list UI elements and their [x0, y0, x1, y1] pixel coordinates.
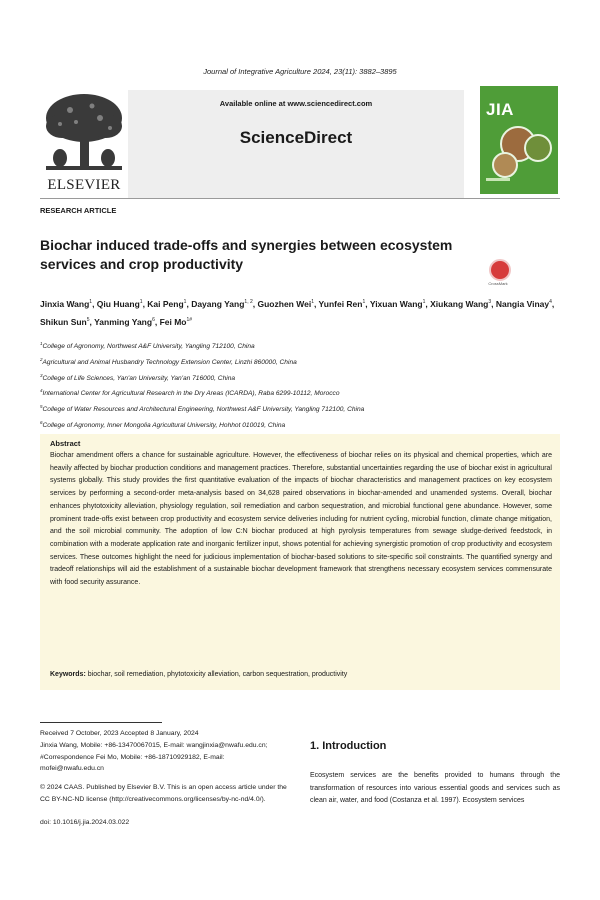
- author-name: Jinxia Wang: [40, 298, 90, 309]
- author-list: Jinxia Wang$^1$, Qiu Huang$^1$, Kai Peng$^1$, Dayang Yang$^{1, 2}$, Guozhen Wei$^1$, Yunfei Ren$^1$, Yixuan Wang$^1$, Xiukang Wang$^3$, Nangia Vinay$^4$, Shikun Sun$^5$, Yanming Yang$^6$, Fei $Mo^{1\#}$: [40, 298, 555, 327]
- received-dates: Received 7 October, 2023 Accepted 8 January, 2024: [40, 730, 199, 737]
- affiliation-text: College of Water Resources and Architectural Engineering, Northwest A&F University, Yangling 712100, China: [42, 406, 365, 414]
- author-affiliation-mark: 1: [139, 299, 143, 305]
- elsevier-logo: [40, 88, 128, 194]
- author-affiliation-mark: 1, 2: [244, 299, 253, 305]
- abstract-text: Biochar amendment offers a chance for sustainable agriculture. However, the effectiveness of biochar relies on its physical and chemical properties, which are heavily affected by biochar production conditions and management practices. Therefore, substantial uncertainties regarding the use of biochar exist in agricultural systems globally. This study provides the first quantitative evaluation of the impacts of biochar characteristics and management practices on key ecosystem services by performing a second-order meta-analysis based on 34,628 paired observations in biochar-amended and unamended systems. Overall, biochar enhances phytotoxicity alleviation, physiology regulation, soil remediation and carbon sequestration, and microbial functional gene abundance. However, some prominent trade-offs exist between crop productivity and ecosystem service deliveries including for nutrient cycling, microbial function, climate change mitigation, and the soil microbial community. The adoption of low C:N biochar produced at high pyrolysis temperatures from sewage sludge-derived feedstock, in combination with a moderate application rate and inorganic fertilizer input, shows potential for achieving synergistic promotion of crop productivity and ecosystem services. These outcomes highlight the need for judicious implementation of biochar-based solutions to site-specific soil constraints. The quantified synergy and tradeoff relationships will aid the establishment of a sustainable biochar development framework that strengthens necessary ecosystem services commensurate with food security assurance.: [50, 452, 552, 587]
- author-affiliation-mark: 1: [311, 299, 314, 305]
- cover-photo: [492, 152, 518, 178]
- affiliation-number: 6: [40, 419, 43, 425]
- elsevier-tree-icon: [40, 88, 128, 174]
- elsevier-wordmark: ELSEVIER: [47, 177, 121, 193]
- affiliation-item: [40, 354, 565, 370]
- crossmark-label: CrossMark: [488, 281, 508, 286]
- affiliation-text: College of Life Sciences, Yan'an University, Yan'an 716000, China: [42, 374, 236, 382]
- affiliation-number: 3: [40, 372, 43, 378]
- journal-cover[interactable]: [480, 86, 558, 194]
- affiliation-number: 4: [40, 388, 43, 394]
- author-name: Yixuan Wang: [369, 298, 423, 309]
- affiliation-number: 1: [40, 341, 43, 346]
- author-affiliation-mark: 5: [86, 316, 90, 323]
- author-affiliation-mark: 1: [89, 299, 93, 305]
- keywords: [50, 671, 552, 678]
- affiliation-text: Agricultural and Animal Husbandry Technology Extension Center, Linzhi 860000, China: [42, 358, 297, 366]
- available-online-link[interactable]: Available online at www.sciencedirect.com: [219, 99, 373, 108]
- author-name: Guozhen Wei: [257, 298, 312, 309]
- author-affiliation-mark: 1: [362, 299, 366, 305]
- cover-photo: [524, 134, 552, 162]
- keywords-label: Keywords:: [50, 671, 86, 678]
- copyright-notice: © 2024 CAAS. Published by Elsevier B.V. This is an open access article under the CC BY-NC-ND license (http://creativecommons.org/licenses/by-nc-nd/4.0/).: [40, 784, 287, 803]
- doi[interactable]: doi: 10.1016/j.jia.2024.03.022: [40, 819, 130, 826]
- affiliation-number: 2: [40, 356, 43, 362]
- author-name: Shikun Sun: [40, 316, 87, 327]
- sciencedirect-title[interactable]: ScienceDirect: [239, 128, 353, 147]
- affiliation-text: International Center for Agricultural Research in the Dry Areas (ICARDA), Raba 6299-10112, Morocco: [42, 390, 340, 398]
- author-affiliation-mark: 3: [488, 299, 492, 305]
- affiliation-number: 5: [40, 404, 43, 410]
- author-name: Yanming Yang: [94, 316, 153, 327]
- author-affiliation-mark: 1: [422, 299, 426, 305]
- introduction-heading: 1. Introduction: [310, 740, 387, 752]
- affiliation-item: [40, 385, 565, 401]
- author-name: Nangia Vinay: [495, 298, 550, 309]
- crossmark-icon[interactable]: [489, 259, 511, 281]
- header-divider: [40, 198, 560, 199]
- affiliation-text: College of Agronomy, Northwest A&F University, Yangling 712100, China: [42, 343, 255, 351]
- author-name: Qiu Huang: [96, 298, 140, 309]
- affiliation-list: [40, 338, 565, 433]
- journal-citation: Journal of Integrative Agriculture 2024, 23(11): 3882–3895: [203, 67, 397, 76]
- affiliation-text: College of Agronomy, Inner Mongolia Agricultural University, Hohhot 010019, China: [42, 422, 286, 430]
- author-name: Xiukang Wang: [430, 298, 489, 309]
- affiliation-item: [40, 338, 565, 354]
- affiliation-item: [40, 417, 565, 433]
- footnote-divider: [40, 722, 162, 723]
- author-affiliation-mark: 4: [549, 299, 552, 305]
- article-type: RESEARCH ARTICLE: [40, 206, 117, 215]
- article-title: Biochar induced trade-offs and synergies between ecosystem services and crop productivity: [40, 237, 453, 272]
- author-name: Dayang Yang: [191, 298, 245, 309]
- author-affiliation-mark: 6: [152, 316, 155, 323]
- author-contact: Jinxia Wang, Mobile: +86-13470067015, E-mail: wangjinxia@nwafu.edu.cn; #Correspondence Fei Mo, Mobile: +86-18710929182, E-mail: mofei@nwafu.edu.cn: [40, 742, 268, 772]
- cover-bar: [486, 178, 510, 181]
- keywords-text: biochar, soil remediation, phytotoxicity alleviation, carbon sequestration, productivity: [87, 671, 348, 678]
- author-affiliation-mark: 1#: [186, 316, 193, 323]
- cover-title: JIA: [486, 100, 514, 119]
- author-name: Fei Mo: [159, 316, 187, 327]
- affiliation-item: [40, 370, 565, 386]
- affiliation-item: [40, 401, 565, 417]
- author-name: Kai Peng: [147, 298, 184, 309]
- abstract-heading: Abstract: [50, 439, 81, 448]
- author-affiliation-mark: 1: [183, 299, 187, 305]
- author-name: Yunfei Ren: [318, 298, 363, 309]
- introduction-text: Ecosystem services are the benefits provided to humans through the transformation of resources into various essential goods and services such as clean air, water, and food (Costanza et al. 1997). Ecosystem services: [310, 772, 560, 804]
